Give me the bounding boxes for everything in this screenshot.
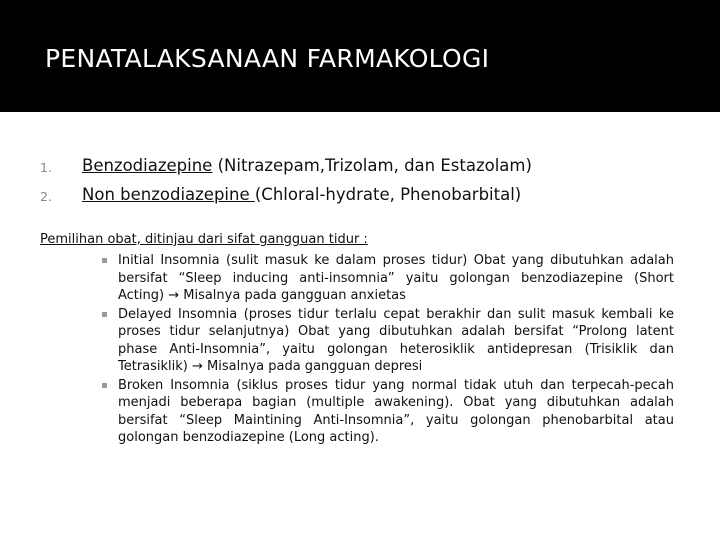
bullet-item <box>102 306 674 376</box>
list-number: 1. <box>40 160 52 175</box>
subheading: Pemilihan obat, ditinjau dari sifat gangguan tidur : <box>40 232 368 247</box>
slide-title: PENATALAKSANAAN FARMAKOLOGI <box>45 44 490 73</box>
drug-examples: (Chloral-hydrate, Phenobarbital) <box>254 185 522 204</box>
insomnia-type-list <box>102 252 674 447</box>
drug-class-name: Non benzodiazepine <box>82 185 255 204</box>
drug-class-name: Benzodiazepine <box>82 156 213 175</box>
list-item <box>40 185 700 214</box>
list-item <box>40 156 700 185</box>
bullet-marker <box>102 312 107 317</box>
bullet-text: Initial Insomnia (sulit masuk ke dalam proses tidur) Obat yang dibutuhkan adalah bersifat “Sleep inducing anti-insomnia” yaitu golongan benzodiazepine (Short Acting) → Misalnya pada gangguan anxietas <box>118 253 674 303</box>
list-item-text <box>82 156 532 175</box>
bullet-marker <box>102 383 107 388</box>
bullet-text: Broken Insomnia (siklus proses tidur yang normal tidak utuh dan terpecah-pecah menjadi beberapa bagian (multiple awakening). Obat yang dibutuhkan adalah bersifat “Sleep Maintining Anti-Insomnia”, yaitu golongan phenobarbital atau golongan benzodiazepine (Long acting). <box>118 377 674 445</box>
bullet-item <box>102 252 674 305</box>
bullet-text: Delayed Insomnia (proses tidur terlalu cepat berakhir dan sulit masuk kembali ke proses tidur selanjutnya) Obat yang dibutuhkan adalah bersifat “Prolong latent phase Anti-Insomnia”, yaitu golongan heterosiklik antidepresan (Trisiklik dan Tetrasiklik) → Misalnya pada gangguan depresi <box>118 306 674 374</box>
list-item-text <box>82 185 521 204</box>
bullet-item <box>102 377 674 447</box>
list-number: 2. <box>40 189 52 204</box>
drug-class-list <box>40 156 700 214</box>
bullet-marker <box>102 258 107 263</box>
title-bar <box>0 0 720 112</box>
drug-examples: (Nitrazepam,Trizolam, dan Estazolam) <box>212 156 532 175</box>
